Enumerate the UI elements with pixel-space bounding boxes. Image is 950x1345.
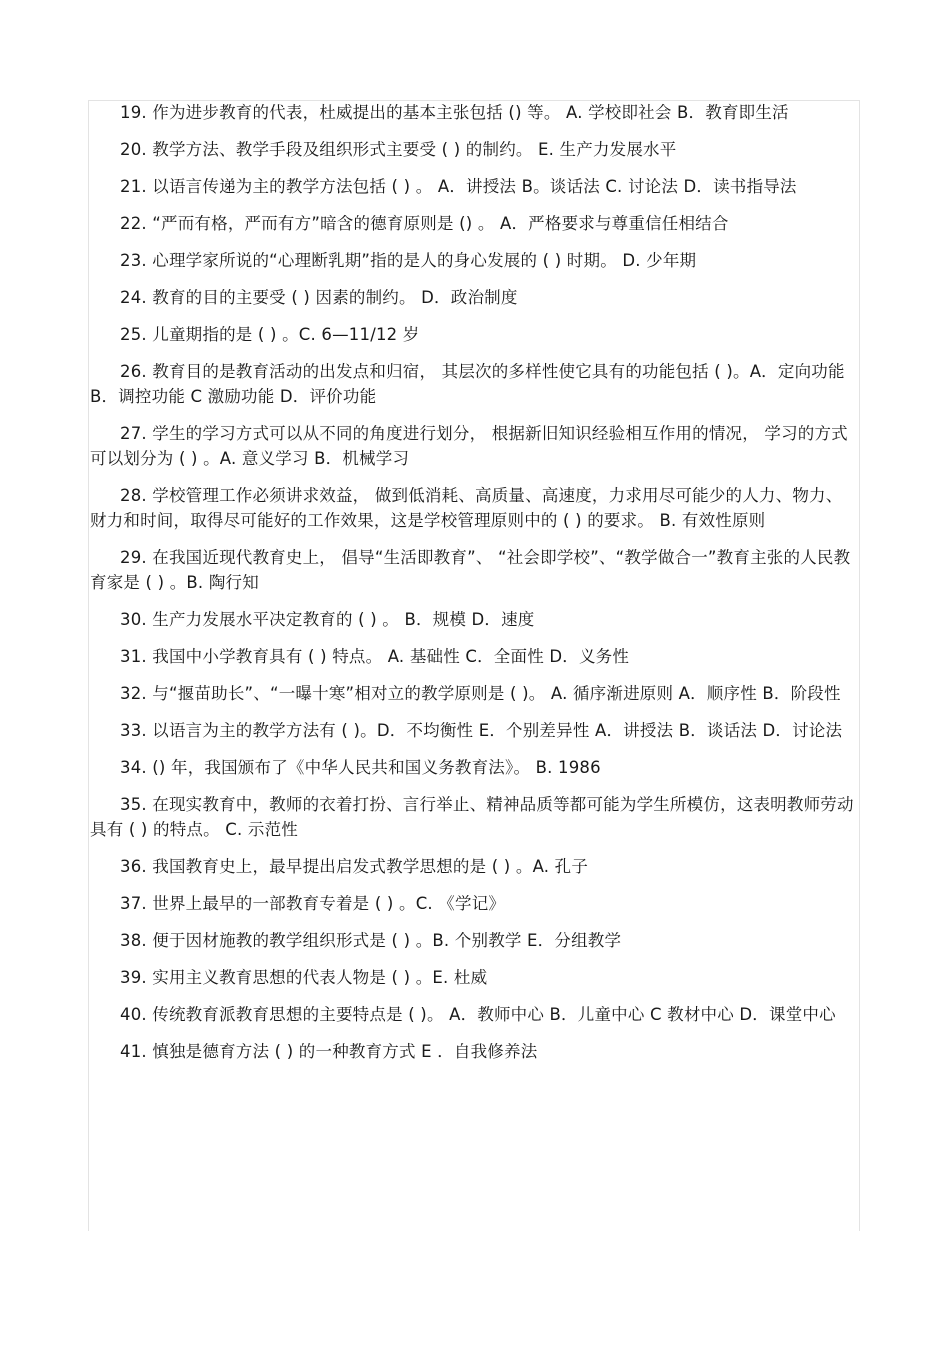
question-23: 23. 心理学家所说的“心理断乳期”指的是人的身心发展的 ( ) 时期。 D. 少年期 <box>120 251 697 270</box>
question-28: 28. 学校管理工作必须讲求效益， 做到低消耗、高质量、高速度，力求用尽可能少的人力、物力、财力和时间，取得尽可能好的工作效果，这是学校管理原则中的 ( ) 的要求。 B. 有效性原则 <box>90 486 843 530</box>
question-35: 35. 在现实教育中，教师的衣着打扮、言行举止、精神品质等都可能为学生所模仿，这表明教师劳动具有 ( ) 的特点。 C. 示范性 <box>90 795 854 839</box>
question-37: 37. 世界上最早的一部教育专着是 ( ) 。C. 《学记》 <box>120 894 506 913</box>
question-40: 40. 传统教育派教育思想的主要特点是 ( )。 A．教师中心 B．儿童中心 C 教材中心 D．课堂中心 <box>120 1005 836 1024</box>
question-22: 22. “严而有格，严而有方”暗含的德育原则是 () 。 A．严格要求与尊重信任相结合 <box>120 214 729 233</box>
question-26: 26. 教育目的是教育活动的出发点和归宿， 其层次的多样性使它具有的功能包括 ( )。A．定向功能 B．调控功能 C 激励功能 D．评价功能 <box>90 362 845 406</box>
question-24: 24. 教育的目的主要受 ( ) 因素的制约。 D．政治制度 <box>120 288 518 307</box>
question-29: 29. 在我国近现代教育史上， 倡导“生活即教育”、 “社会即学校”、“教学做合一”教育主张的人民教育家是 ( ) 。B. 陶行知 <box>90 548 851 592</box>
question-25: 25. 儿童期指的是 ( ) 。C. 6—11/12 岁 <box>120 325 420 344</box>
question-33: 33. 以语言为主的教学方法有 ( )。D．不均衡性 E．个别差异性 A．讲授法 B．谈话法 D．讨论法 <box>120 721 843 740</box>
question-38: 38. 便于因材施教的教学组织形式是 ( ) 。B. 个别教学 E．分组教学 <box>120 931 622 950</box>
question-36: 36. 我国教育史上，最早提出启发式教学思想的是 ( ) 。A. 孔子 <box>120 857 589 876</box>
question-41: 41. 慎独是德育方法 ( ) 的一种教育方式 E ．自我修养法 <box>120 1042 538 1061</box>
question-39: 39. 实用主义教育思想的代表人物是 ( ) 。E. 杜威 <box>120 968 488 987</box>
question-20: 20. 教学方法、教学手段及组织形式主要受 ( ) 的制约。 E. 生产力发展水平 <box>120 140 677 159</box>
question-21: 21. 以语言传递为主的教学方法包括 ( ) 。 A．讲授法 B。谈话法 C. 讨论法 D．读书指导法 <box>120 177 797 196</box>
question-19: 19. 作为进步教育的代表，杜威提出的基本主张包括 () 等。 A. 学校即社会 B．教育即生活 <box>120 103 789 122</box>
question-30: 30. 生产力发展水平决定教育的 ( ) 。 B．规模 D．速度 <box>120 610 535 629</box>
question-34: 34. () 年，我国颁布了《中华人民共和国义务教育法》。 B. 1986 <box>120 758 601 777</box>
question-32: 32. 与“揠苗助长”、“一曝十寒”相对立的教学原则是 ( )。 A. 循序渐进原则 A．顺序性 B．阶段性 <box>120 684 841 703</box>
question-27: 27. 学生的学习方式可以从不同的角度进行划分， 根据新旧知识经验相互作用的情况， 学习的方式可以划分为 ( ) 。A. 意义学习 B．机械学习 <box>90 424 848 468</box>
document-body <box>90 100 858 1076</box>
question-31: 31. 我国中小学教育具有 ( ) 特点。 A. 基础性 C．全面性 D．义务性 <box>120 647 630 666</box>
